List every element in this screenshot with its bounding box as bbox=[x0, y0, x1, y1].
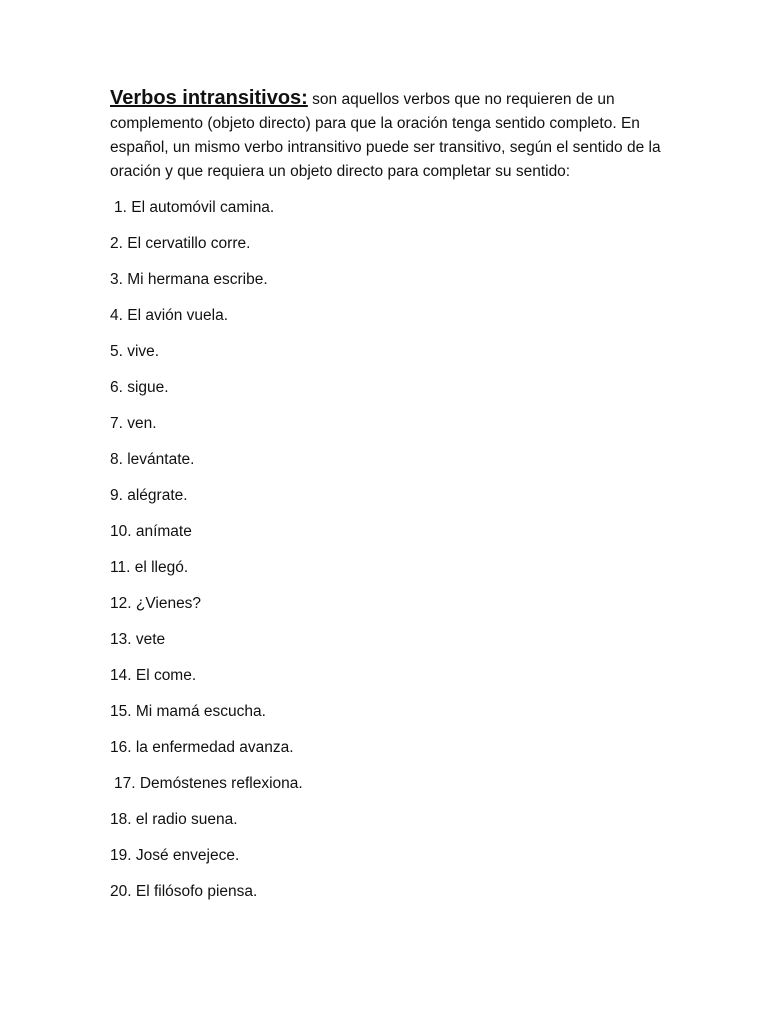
list-item: 5. vive. bbox=[110, 343, 160, 360]
intro-paragraph bbox=[110, 86, 670, 184]
sentence-list bbox=[110, 196, 670, 916]
list-item: 4. El avión vuela. bbox=[110, 307, 229, 324]
list-item: 6. sigue. bbox=[110, 379, 169, 396]
list-item: 19. José envejece. bbox=[110, 847, 240, 864]
list-item: 15. Mi mamá escucha. bbox=[110, 703, 266, 720]
list-item: 16. la enfermedad avanza. bbox=[110, 739, 294, 756]
list-item: 1. El automóvil camina. bbox=[114, 199, 275, 216]
intro-text: son aquellos verbos que no requieren de un complemento (objeto directo) para que la oración tenga sentido completo. En español, un mismo verbo intransitivo puede ser transitivo, según el sentido de la oración y que requiera un objeto directo para completar su sentido: bbox=[110, 91, 661, 180]
list-item: 11. el llegó. bbox=[110, 559, 189, 576]
document-page bbox=[110, 86, 670, 916]
list-item: 8. levántate. bbox=[110, 451, 195, 468]
list-item: 3. Mi hermana escribe. bbox=[110, 271, 268, 288]
list-item: 17. Demóstenes reflexiona. bbox=[114, 775, 303, 792]
document-heading: Verbos intransitivos: bbox=[110, 87, 308, 109]
list-item: 13. vete bbox=[110, 631, 166, 648]
list-item: 7. ven. bbox=[110, 415, 157, 432]
list-item: 12. ¿Vienes? bbox=[110, 595, 202, 612]
list-item: 2. El cervatillo corre. bbox=[110, 235, 251, 252]
list-item: 14. El come. bbox=[110, 667, 197, 684]
list-item: 9. alégrate. bbox=[110, 487, 188, 504]
list-item: 10. anímate bbox=[110, 523, 192, 540]
list-item: 18. el radio suena. bbox=[110, 811, 238, 828]
list-item: 20. El filósofo piensa. bbox=[110, 883, 258, 900]
